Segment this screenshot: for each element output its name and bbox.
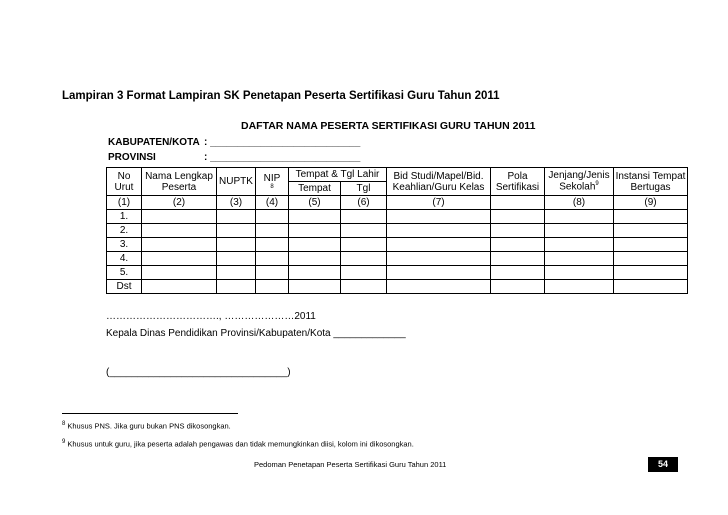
header-text: Nama Lengkap — [145, 170, 213, 182]
page-number: 54 — [648, 457, 678, 472]
table-cell — [545, 210, 614, 224]
header-bid-studi — [387, 168, 491, 196]
row-number: 4. — [107, 252, 142, 266]
table-cell — [142, 252, 217, 266]
header-jenjang-sekolah — [545, 168, 614, 196]
table-cell — [256, 252, 289, 266]
table-cell — [217, 252, 256, 266]
footnote-separator — [62, 413, 238, 414]
table-cell — [614, 224, 688, 238]
table-cell — [545, 266, 614, 280]
table-cell — [491, 266, 545, 280]
table-cell — [387, 210, 491, 224]
header-text: Jenjang/Jenis — [548, 170, 610, 182]
column-number: (7) — [387, 196, 491, 210]
table-cell — [256, 238, 289, 252]
footnote-number: 8 — [62, 421, 66, 427]
table-cell — [387, 252, 491, 266]
table-cell — [142, 224, 217, 238]
table-cell — [341, 210, 387, 224]
field-label: KABUPATEN/KOTA — [108, 137, 200, 148]
header-text: No — [117, 170, 131, 182]
table-cell — [256, 224, 289, 238]
appendix-heading: Lampiran 3 Format Lampiran SK Penetapan Peserta Sertifikasi Guru Tahun 2011 — [62, 90, 500, 102]
column-number: (6) — [341, 196, 387, 210]
table-cell — [545, 238, 614, 252]
header-nuptk: NUPTK — [217, 168, 256, 196]
table-cell — [341, 280, 387, 294]
footnote-ref-9: 9 — [595, 181, 599, 188]
header-tempat-tgl-lahir: Tempat & Tgl Lahir — [289, 168, 387, 182]
table-cell — [545, 252, 614, 266]
column-number: (4) — [256, 196, 289, 210]
table-cell — [256, 210, 289, 224]
header-text: Sertifikasi — [495, 181, 540, 193]
table-cell — [545, 224, 614, 238]
header-instansi-tempat-bertugas — [614, 168, 688, 196]
row-number: 5. — [107, 266, 142, 280]
table-cell — [614, 266, 688, 280]
header-text: Instansi Tempat — [615, 170, 686, 182]
table-row — [107, 224, 688, 238]
field-value-line: : ___________________________ — [204, 152, 361, 163]
signing-official: Kepala Dinas Pendidikan Provinsi/Kabupaten/Kota _____________ — [106, 328, 406, 339]
table-cell — [545, 280, 614, 294]
page-footer: Pedoman Penetapan Peserta Sertifikasi Guru Tahun 2011 — [254, 460, 447, 469]
header-text: Peserta — [161, 181, 197, 193]
header-no-urut — [107, 168, 142, 196]
column-number — [491, 196, 545, 210]
table-cell — [142, 266, 217, 280]
header-nama-lengkap — [142, 168, 217, 196]
table-cell — [217, 224, 256, 238]
table-row — [107, 210, 688, 224]
header-text: Pola — [507, 170, 528, 182]
table-cell — [289, 210, 341, 224]
table-cell — [387, 224, 491, 238]
table-cell — [387, 266, 491, 280]
column-number: (2) — [142, 196, 217, 210]
column-number: (8) — [545, 196, 614, 210]
table-cell — [256, 280, 289, 294]
table-cell — [491, 280, 545, 294]
table-cell — [387, 238, 491, 252]
column-number-row — [107, 196, 688, 210]
row-number: Dst — [107, 280, 142, 294]
table-cell — [614, 252, 688, 266]
column-number: (1) — [107, 196, 142, 210]
table-cell — [289, 224, 341, 238]
table-cell — [142, 280, 217, 294]
table-cell — [491, 210, 545, 224]
table-cell — [217, 266, 256, 280]
header-pola-sertifikasi — [491, 168, 545, 196]
table-cell — [614, 238, 688, 252]
table-row — [107, 238, 688, 252]
table-cell — [341, 252, 387, 266]
footnote-text: Khusus PNS. Jika guru bukan PNS dikosongkan. — [67, 421, 231, 431]
field-kabupaten-kota — [108, 137, 360, 148]
table-row — [107, 252, 688, 266]
field-provinsi — [108, 152, 360, 163]
table-cell — [217, 280, 256, 294]
header-text: Urut — [114, 181, 134, 193]
row-number: 3. — [107, 238, 142, 252]
footnote-text: Khusus untuk guru, jika peserta adalah pengawas dan tidak memungkinkan diisi, kolom ini dikosongkan. — [67, 439, 414, 449]
list-title: DAFTAR NAMA PESERTA SERTIFIKASI GURU TAHUN 2011 — [241, 120, 536, 132]
header-text: Sekolah — [559, 181, 596, 193]
participant-table — [106, 167, 688, 294]
table-cell — [491, 238, 545, 252]
place-date-line: ……………………………., …………………2011 — [106, 311, 316, 322]
table-row — [107, 280, 688, 294]
column-number: (3) — [217, 196, 256, 210]
table-cell — [491, 252, 545, 266]
table-cell — [341, 266, 387, 280]
footnote-number: 9 — [62, 439, 66, 445]
header-tgl: Tgl — [341, 182, 387, 196]
field-label: PROVINSI — [108, 152, 156, 163]
table-cell — [289, 280, 341, 294]
header-nip — [256, 168, 289, 196]
table-cell — [289, 266, 341, 280]
header-text: Bid Studi/Mapel/Bid. — [393, 170, 484, 182]
header-text: Bertugas — [630, 181, 671, 193]
row-number: 2. — [107, 224, 142, 238]
header-text: NIP — [263, 172, 281, 184]
footnote-8 — [62, 421, 231, 431]
table-cell — [614, 210, 688, 224]
table-cell — [217, 238, 256, 252]
table-cell — [289, 252, 341, 266]
table-cell — [341, 238, 387, 252]
header-text: Keahlian/Guru Kelas — [392, 181, 485, 193]
table-row — [107, 266, 688, 280]
table-cell — [256, 266, 289, 280]
table-cell — [491, 224, 545, 238]
table-cell — [142, 210, 217, 224]
column-number: (9) — [614, 196, 688, 210]
table-cell — [289, 238, 341, 252]
header-text — [545, 181, 613, 192]
table-cell — [217, 210, 256, 224]
table-cell — [387, 280, 491, 294]
footnote-9 — [62, 439, 414, 449]
table-cell — [614, 280, 688, 294]
field-value-line: : ___________________________ — [204, 137, 361, 148]
column-number: (5) — [289, 196, 341, 210]
signature-name-line: (________________________________) — [106, 367, 291, 378]
footnote-ref-8: 8 — [270, 183, 274, 190]
header-tempat: Tempat — [289, 182, 341, 196]
table-cell — [341, 224, 387, 238]
row-number: 1. — [107, 210, 142, 224]
table-cell — [142, 238, 217, 252]
